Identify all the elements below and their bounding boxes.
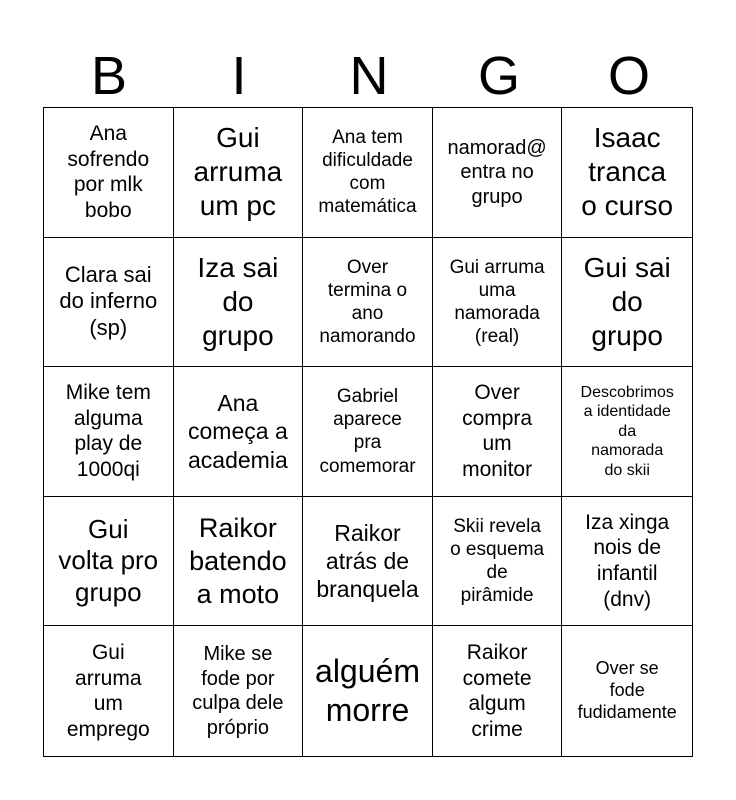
bingo-cell[interactable] <box>433 497 563 627</box>
bingo-cell[interactable] <box>44 626 174 756</box>
bingo-cell-text: Over compra um monitor <box>462 381 533 482</box>
bingo-cell-text: namorad@ entra no grupo <box>447 136 547 208</box>
bingo-cell[interactable] <box>433 367 563 497</box>
bingo-cell[interactable] <box>303 497 433 627</box>
bingo-cell-text: Gui sai do grupo <box>583 251 671 351</box>
bingo-cell[interactable] <box>562 367 692 497</box>
bingo-cell[interactable] <box>303 367 433 497</box>
bingo-cell-text: Raikor atrás de branquela <box>316 520 419 603</box>
bingo-cell[interactable] <box>44 367 174 497</box>
bingo-cell[interactable] <box>174 626 304 756</box>
bingo-cell[interactable] <box>303 626 433 756</box>
header-letter-b: B <box>90 46 128 106</box>
bingo-cell[interactable] <box>433 238 563 368</box>
bingo-cell-text: Raikor batendo a moto <box>189 512 287 609</box>
bingo-cell[interactable] <box>303 238 433 368</box>
bingo-cell-text: Gui arruma um pc <box>193 122 283 222</box>
bingo-cell[interactable] <box>174 238 304 368</box>
bingo-cell-text: Over se fode fudidamente <box>577 658 677 723</box>
bingo-cell[interactable] <box>44 108 174 238</box>
bingo-cell-text: Iza xinga nois de infantil (dnv) <box>585 510 670 611</box>
bingo-cell[interactable] <box>562 238 692 368</box>
bingo-cell-text: Gui arruma um emprego <box>66 640 150 741</box>
header-letter-n: N <box>349 46 389 106</box>
header-letter-i: I <box>231 46 247 106</box>
bingo-cell-text: Iza sai do grupo <box>197 251 279 351</box>
bingo-header <box>44 46 694 106</box>
bingo-cell[interactable] <box>174 497 304 627</box>
bingo-card <box>43 107 693 757</box>
bingo-cell-text: Skii revela o esquema de pirâmide <box>450 515 545 607</box>
bingo-cell-text: Over termina o ano namorando <box>319 256 416 348</box>
bingo-cell-text: Mike se fode por culpa dele próprio <box>192 643 284 739</box>
bingo-cell-text: Isaac tranca o curso <box>581 122 674 222</box>
bingo-cell[interactable] <box>433 108 563 238</box>
bingo-cell[interactable] <box>562 497 692 627</box>
bingo-cell-text: alguém morre <box>315 653 420 729</box>
bingo-cell-text: Ana começa a academia <box>188 390 288 473</box>
header-letter-o: O <box>607 46 650 106</box>
bingo-cell[interactable] <box>44 238 174 368</box>
bingo-cell[interactable] <box>174 108 304 238</box>
bingo-cell[interactable] <box>433 626 563 756</box>
bingo-cell[interactable] <box>562 108 692 238</box>
bingo-cell-text: Clara sai do inferno (sp) <box>59 261 158 341</box>
bingo-cell[interactable] <box>562 626 692 756</box>
bingo-cell-text: Mike tem alguma play de 1000qi <box>65 381 151 482</box>
bingo-cell-text: Descobrimos a identidade da namorada do skii <box>580 383 674 479</box>
bingo-cell-text: Gabriel aparece pra comemorar <box>319 386 416 477</box>
bingo-cell-text: Raikor comete algum crime <box>462 640 532 741</box>
bingo-cell-text: Gui arruma uma namorada (real) <box>449 256 545 348</box>
bingo-cell-text: Ana sofrendo por mlk bobo <box>67 122 150 222</box>
bingo-cell-text: Gui volta pro grupo <box>58 513 159 607</box>
bingo-cell[interactable] <box>44 497 174 627</box>
bingo-cell[interactable] <box>303 108 433 238</box>
header-letter-g: G <box>477 46 520 106</box>
bingo-cell[interactable] <box>174 367 304 497</box>
bingo-cell-text: Ana tem dificuldade com matemática <box>318 126 417 218</box>
